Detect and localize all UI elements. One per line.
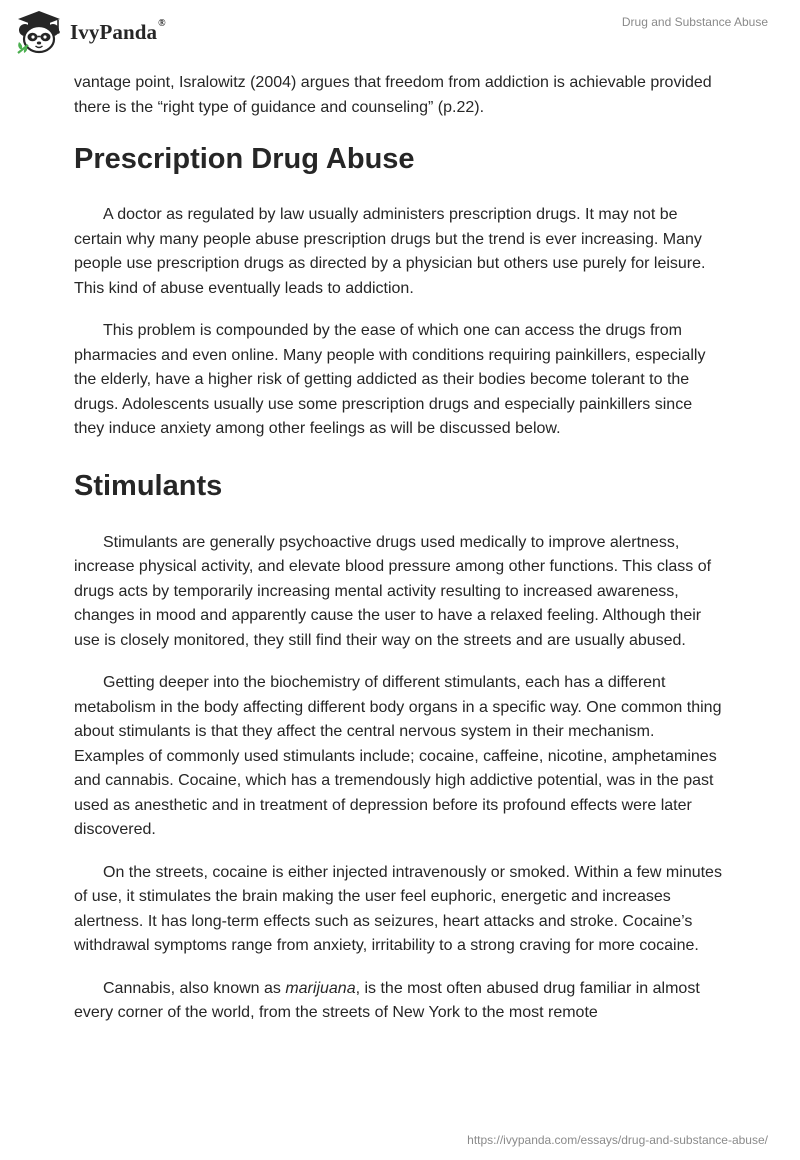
document-title: Drug and Substance Abuse bbox=[621, 15, 768, 29]
paragraph-cannabis: Cannabis, also known as marijuana, is the most often abused drug familiar in almost every corner of the world, from the streets of New York to the most remote bbox=[74, 979, 700, 1021]
brand-name: IvyPanda® bbox=[70, 17, 166, 44]
panda-graduate-icon bbox=[14, 9, 64, 55]
page-header bbox=[0, 0, 800, 70]
source-url[interactable]: https://ivypanda.com/essays/drug-and-substance-abuse/ bbox=[467, 1133, 768, 1147]
paragraph: This problem is compounded by the ease of which one can access the drugs from pharmacies and even online. Many people with conditions requiring painkillers, especially the elderly, have a higher risk of getting addicted as their bodies become tolerant to the drugs. Adolescents usually use some prescription drugs and especially painkillers since they induce anxiety among other feelings as will be discussed below. bbox=[74, 322, 706, 437]
section-heading-prescription: Prescription Drug Abuse bbox=[74, 143, 415, 175]
emphasis-marijuana: marijuana bbox=[285, 979, 356, 997]
paragraph: A doctor as regulated by law usually administers prescription drugs. It may not be certain why many people abuse prescription drugs but the trend is ever increasing. Many people use prescription drugs as directed by a physician but others use purely for leisure. This kind of abuse eventually leads to addiction. bbox=[74, 206, 706, 297]
paragraph: Stimulants are generally psychoactive drugs used medically to improve alertness, increase physical activity, and elevate blood pressure among other functions. This class of drugs acts by temporarily increasing mental activity resulting to increased awareness, changes in mood and apparently cause the user to have a relaxed feeling. Although their use is closely monitored, they still find their way on the streets and are usually abused. bbox=[74, 533, 712, 649]
paragraph: On the streets, cocaine is either injected intravenously or smoked. Within a few minutes of use, it stimulates the brain making the user feel euphoric, energetic and increases alertness. It has long-term effects such as seizures, heart attacks and stroke. Cocaine’s withdrawal symptoms range from anxiety, irritability to a strong craving for more cocaine. bbox=[74, 863, 722, 954]
essay-body bbox=[74, 71, 724, 1026]
paragraph: Getting deeper into the biochemistry of different stimulants, each has a different metabolism in the body affecting different body organs in a specific way. One common thing about stimulants is that they affect the central nervous system in their mechanism. Examples of commonly used stimulants include; cocaine, caffeine, nicotine, amphetamines and cannabis. Cocaine, which has a tremendously high addictive potential, was in the past used as anesthetic and in treatment of depression before its profound effects were later discovered. bbox=[74, 674, 722, 838]
ivypanda-logo[interactable] bbox=[14, 9, 166, 55]
section-heading-stimulants: Stimulants bbox=[74, 469, 223, 502]
intro-paragraph: vantage point, Isralowitz (2004) argues that freedom from addiction is achievable provided there is the “right type of guidance and counseling” (p.22). bbox=[74, 74, 712, 116]
